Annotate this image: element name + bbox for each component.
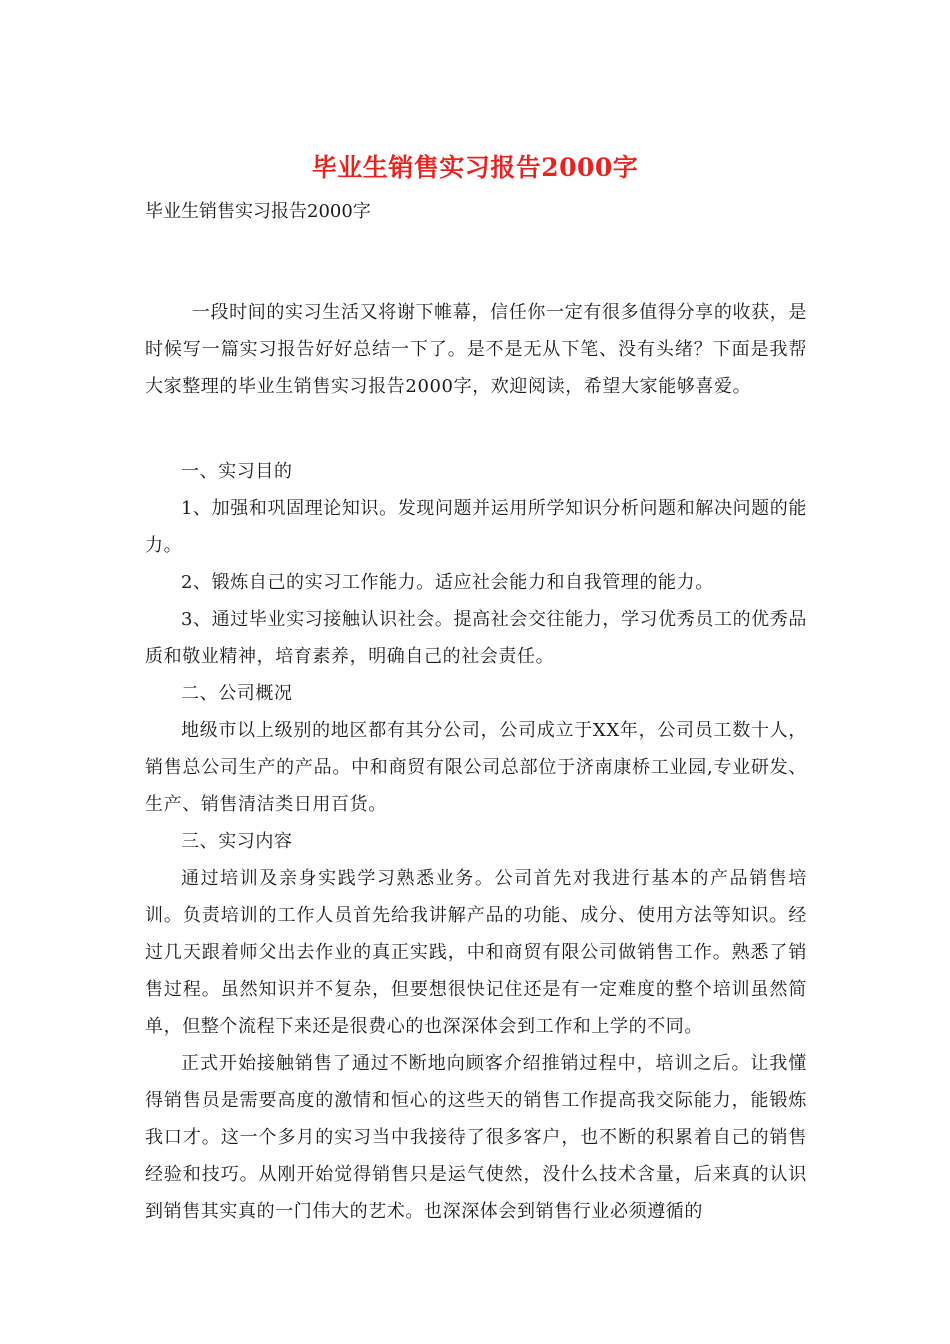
intro-paragraph: 一段时间的实习生活又将谢下帷幕，信任你一定有很多值得分享的收获，是时候写一篇实习报告好好总结一下了。是不是无从下笔、没有头绪？下面是我帮大家整理的毕业生销售实习报告2000字，欢迎阅读，希望大家能够喜爱。 xyxy=(145,302,807,397)
document-body xyxy=(145,294,807,1230)
purpose-item-3: 3、通过毕业实习接触认识社会。提高社会交往能力，学习优秀员工的优秀品质和敬业精神，培育素养，明确自己的社会责任。 xyxy=(145,609,807,667)
purpose-item-2: 2、锻炼自己的实习工作能力。适应社会能力和自我管理的能力。 xyxy=(181,572,714,593)
purpose-item-1: 1、加强和巩固理论知识。发现问题并运用所学知识分析问题和解决问题的能力。 xyxy=(145,498,807,556)
document-subtitle: 毕业生销售实习报告2000字 xyxy=(145,201,371,222)
document-title: 毕业生销售实习报告2000字 xyxy=(311,153,639,182)
paragraph-gap xyxy=(145,405,807,453)
section-heading-purpose: 一、实习目的 xyxy=(181,461,293,482)
section-heading-company: 二、公司概况 xyxy=(181,683,293,704)
company-paragraph: 地级市以上级别的地区都有其分公司，公司成立于XX年，公司员工数十人，销售总公司生产的产品。中和商贸有限公司总部位于济南康桥工业园,专业研发、生产、销售清洁类日用百货。 xyxy=(145,720,807,815)
content-paragraph-1: 通过培训及亲身实践学习熟悉业务。公司首先对我进行基本的产品销售培训。负责培训的工作人员首先给我讲解产品的功能、成分、使用方法等知识。经过几天跟着师父出去作业的真正实践，中和商贸有限公司做销售工作。熟悉了销售过程。虽然知识并不复杂，但要想很快记住还是有一定难度的整个培训虽然简单，但整个流程下来还是很费心的也深深体会到工作和上学的不同。 xyxy=(145,868,807,1037)
content-paragraph-2: 正式开始接触销售了通过不断地向顾客介绍推销过程中，培训之后。让我懂得销售员是需要高度的激情和恒心的这些天的销售工作提高我交际能力，能锻炼我口才。这一个多月的实习当中我接待了很多客户，也不断的积累着自己的销售经验和技巧。从刚开始觉得销售只是运气使然，没什么技术含量，后来真的认识到销售其实真的一门伟大的艺术。也深深体会到销售行业必须遵循的 xyxy=(145,1053,807,1222)
section-heading-content: 三、实习内容 xyxy=(181,831,293,852)
